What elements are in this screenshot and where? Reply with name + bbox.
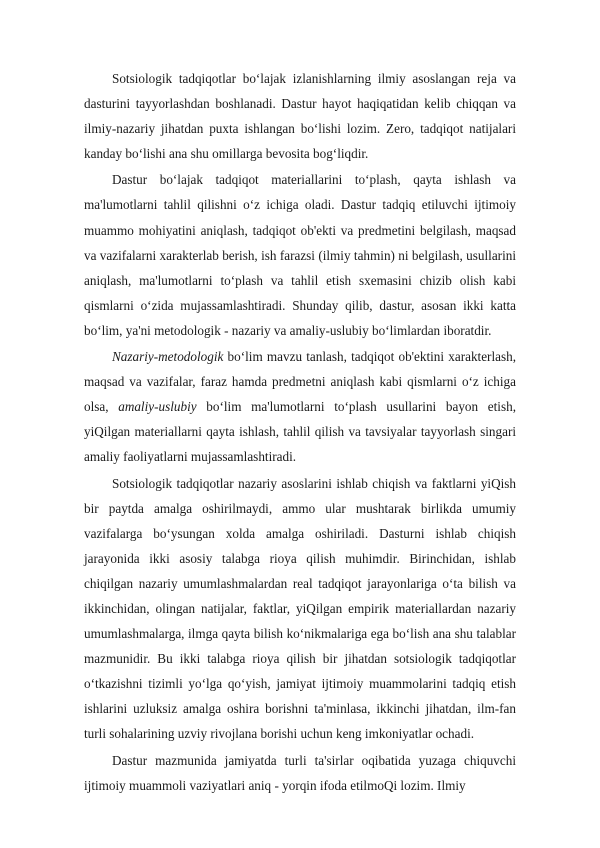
document-page [84,66,516,798]
paragraph-4: Sotsiologik tadqiqotlar nazariy asoslarini ishlab chiqish va faktlarni yiQish bir paytda amalga oshirilmaydi, ammo ular mushtarak birlikda umumiy vazifalarga bo‘ysungan xolda amalga oshiriladi. Dasturni ishlab chiqish jarayonida ikki asosiy talabga rioya qilish muhimdir. Birinchidan, ishlab chiqilgan nazariy umumlashmalardan real tadqiqot jarayonlariga o‘ta bilish va ikkinchidan, olingan natijalar, faktlar, yiQilgan empirik materiallardan nazariy umumlashmalarga, ilmga qayta bilish ko‘nikmalariga ega bo‘lish ana shu talablar mazmunidir. Bu ikki talabga rioya qilish bir jihatdan sotsiologik tadqiqotlar o‘tkazishni tizimli yo‘lga qo‘yish, jamiyat ijtimoiy muammolarini tadqiq etish ishlarini uzluksiz amalga oshira borishni ta'minlasa, ikkinchi jihatdan, ilm-fan turli sohalarining uzviy rivojlana borishi uchun keng imkoniyatlar ochadi. [84,475,516,742]
paragraph-5: Dastur mazmunida jamiyatda turli ta'sirlar oqibatida yuzaga chiquvchi ijtimoiy muammoli vaziyatlari aniq - yorqin ifoda etilmoQi lozim. Ilmiy [84,752,516,793]
paragraph-1: Sotsiologik tadqiqotlar bo‘lajak izlanishlarning ilmiy asoslangan reja va dasturini tayyorlashdan boshlanadi. Dastur hayot haqiqatidan kelib chiqqan va ilmiy-nazariy jihatdan puxta ishlangan bo‘lishi lozim. Zero, tadqiqot natijalari kanday bo‘lishi ana shu omillarga bevosita bog‘liqdir. [84,71,516,162]
italic-term-practical: amaliy-uslubiy [118,399,197,415]
paragraph-3 [84,344,516,469]
paragraph-3-text-b: bo‘lim ma'lumotlarni to‘plash usullarini bayon etish, yiQilgan materiallarni qayta ishlash, tahlil qilish va tavsiyalar tayyorlash singari amaliy faoliyatlarni mujassamlashtiradi. [84,399,516,465]
italic-term-theoretical: Nazariy-metodologik [112,349,224,365]
paragraph-2: Dastur bo‘lajak tadqiqot materiallarini to‘plash, qayta ishlash va ma'lumotlarni tahlil qilishni o‘z ichiga oladi. Dastur tadqiq etiluvchi ijtimoiy muammo mohiyatini aniqlash, tadqiqot ob'ekti va predmetini belgilash, maqsad va vazifalarni xarakterlab berish, ish farazsi (ilmiy tahmin) ni belgilash, usullarini aniqlash, ma'lumotlarni to‘plash va tahlil etish sxemasini chizib olish kabi qismlarni o‘zida mujassamlashtiradi. Shunday qilib, dastur, asosan ikki katta bo‘lim, ya'ni metodologik - nazariy va amaliy-uslubiy bo‘limlardan iboratdir. [84,172,516,338]
paragraph-3-text-a: bo‘lim mavzu tanlash, tadqiqot ob'ektini xarakterlash, maqsad va vazifalar, faraz hamda predmetni aniqlash kabi qismlarni o‘z ichiga olsa, [84,349,516,415]
